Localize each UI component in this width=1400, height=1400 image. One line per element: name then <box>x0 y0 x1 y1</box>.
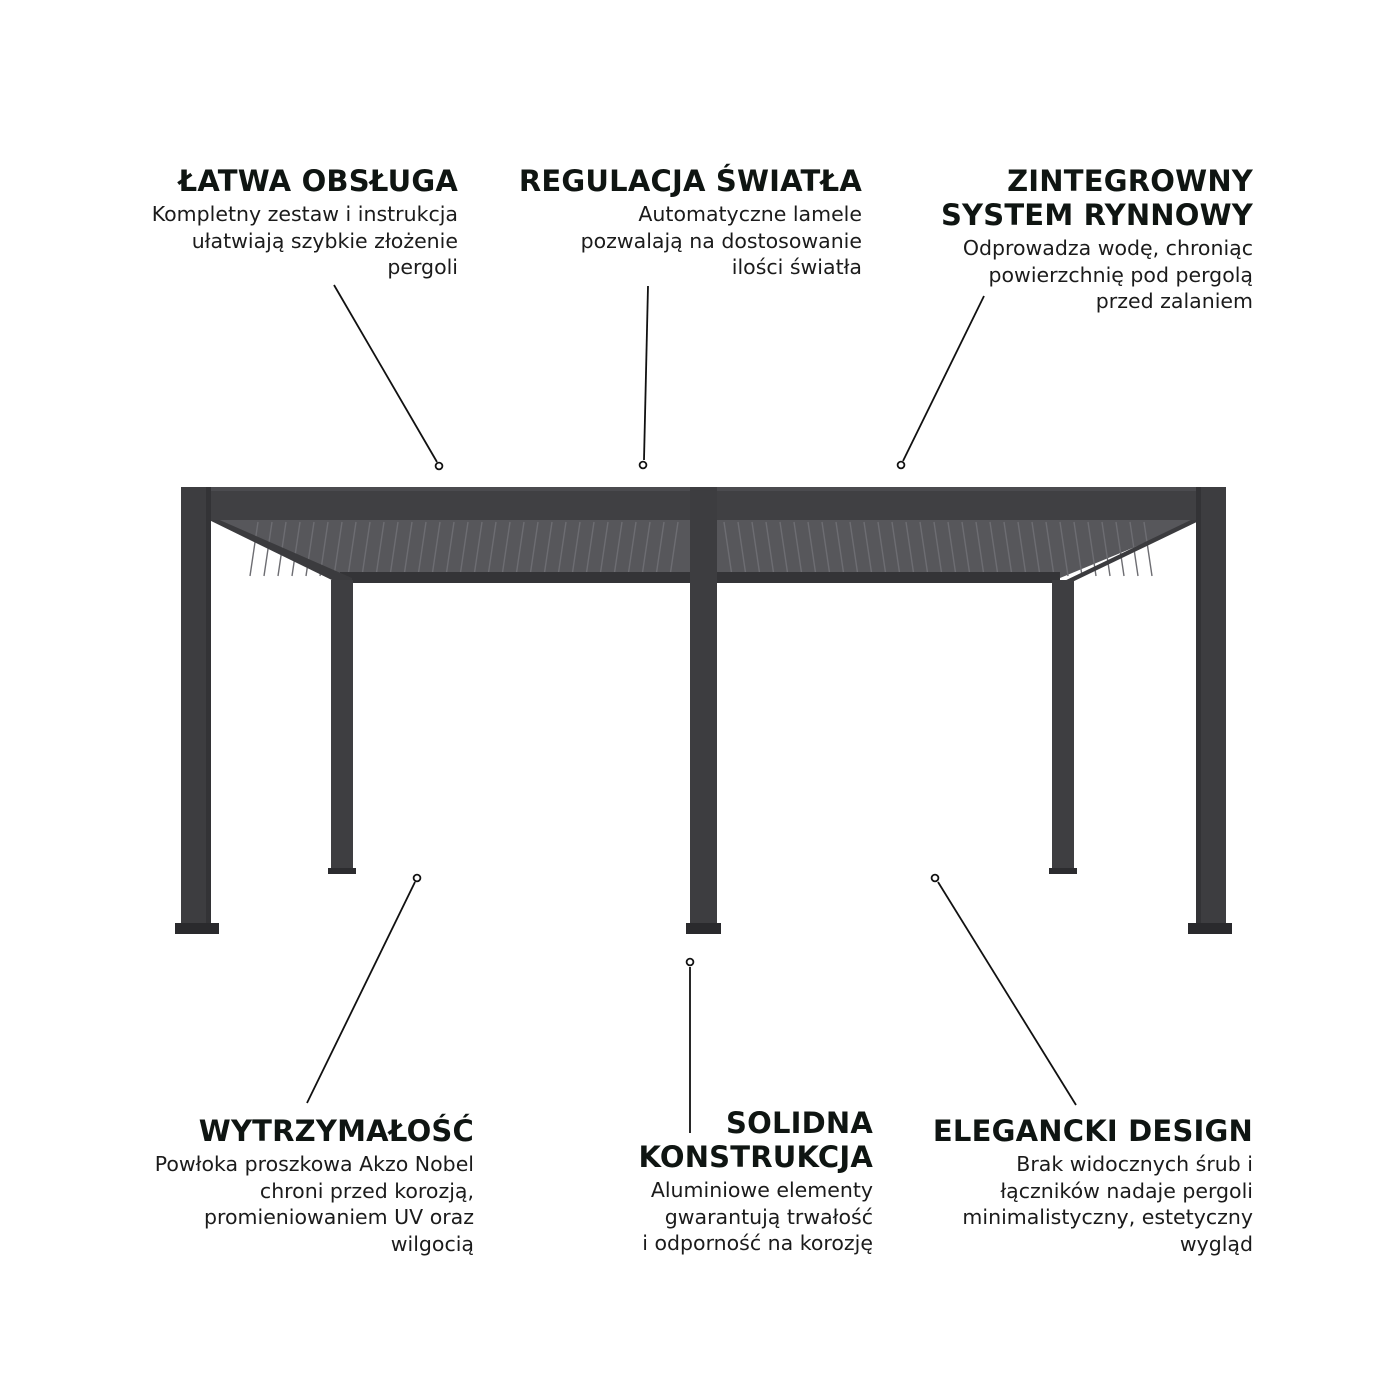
feature-description: Odprowadza wodę, chroniąc powierzchnię pod pergolą przed zalaniem <box>962 236 1253 313</box>
rear-post-right-foot <box>1049 868 1077 874</box>
callout-line-rynnowy <box>903 296 984 461</box>
feature-description: Aluminiowe elementy gwarantują trwałość i odporność na korozję <box>642 1178 873 1255</box>
feature-description: Kompletny zestaw i instrukcja ułatwiają szybkie złożenie pergoli <box>151 202 458 279</box>
callout-dot-design <box>932 875 939 882</box>
feature-title: WYTRZYMAŁOŚĆ <box>198 1114 474 1148</box>
callout-line-regulacja <box>644 286 648 460</box>
callout-line-wytrzymalosc <box>307 882 415 1103</box>
feature-regulacja-swiatla <box>442 164 862 281</box>
front-post-middle <box>690 487 717 927</box>
front-post-left-edge <box>206 487 211 927</box>
feature-wytrzymalosc <box>34 1114 474 1257</box>
front-post-middle-foot <box>686 923 721 934</box>
front-post-right-foot <box>1188 923 1232 934</box>
feature-solidna-konstrukcja <box>453 1106 873 1257</box>
feature-description: Brak widocznych śrub i łączników nadaje pergoli minimalistyczny, estetyczny wygląd <box>962 1152 1253 1256</box>
feature-title: SOLIDNA KONSTRUKCJA <box>638 1106 873 1174</box>
callout-dot-latwa <box>436 463 443 470</box>
pergola-icon <box>175 487 1232 934</box>
front-post-right-edge <box>1196 487 1201 927</box>
feature-latwa-obsluga <box>38 164 458 281</box>
callout-line-design <box>938 882 1076 1105</box>
callout-dot-regulacja <box>640 462 647 469</box>
rear-post-right <box>1052 580 1074 872</box>
feature-system-rynnowy <box>833 164 1253 315</box>
front-post-left-foot <box>175 923 219 934</box>
feature-description: Automatyczne lamele pozwalają na dostosowanie ilości światła <box>580 202 862 279</box>
feature-description: Powłoka proszkowa Akzo Nobel chroni przed korozją, promieniowaniem UV oraz wilgocią <box>154 1152 474 1256</box>
callout-line-latwa <box>334 285 437 462</box>
callout-dot-wytrzymalosc <box>414 875 421 882</box>
feature-title: REGULACJA ŚWIATŁA <box>518 164 862 198</box>
feature-title: ZINTEGROWNY SYSTEM RYNNOWY <box>940 164 1253 232</box>
feature-elegancki-design <box>833 1114 1253 1257</box>
feature-title: ŁATWA OBSŁUGA <box>178 164 458 198</box>
roof-louvers-right <box>716 520 1200 578</box>
feature-title: ELEGANCKI DESIGN <box>932 1114 1253 1148</box>
rear-post-left <box>331 580 353 872</box>
rear-post-left-foot <box>328 868 356 874</box>
callout-dot-rynnowy <box>898 462 905 469</box>
callout-dot-solidna <box>687 959 694 966</box>
